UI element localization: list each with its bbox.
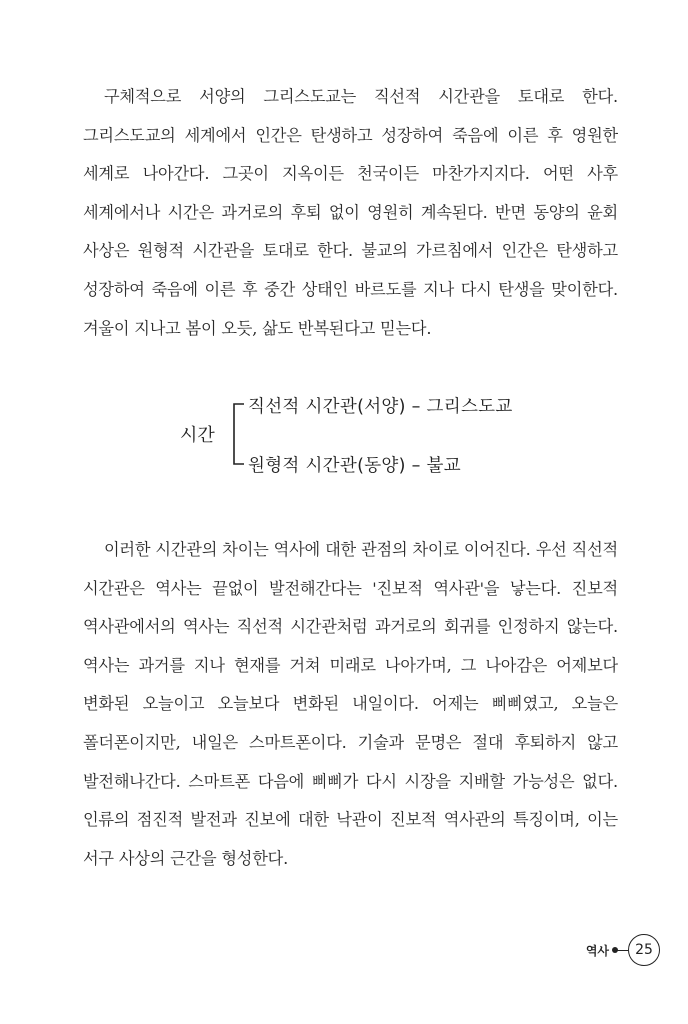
body-paragraph: 구체적으로 서양의 그리스도교는 직선적 시간관을 토대로 한다. 그리스도교의 세계에서 인간은 탄생하고 성장하여 죽음에 이른 후 영원한 세계로 나아간다. 그곳이 지옥이든 천국이든 마찬가지지다. 어떤 사후 세계에서나 시간은 과거로의 후퇴 없이 영원히 계속된다. 반면 동양의 윤회 사상은 원형적 시간관을 토대로 한다. 불교의 가르침에서 인간은 탄생하고 성장하여 죽음에 이른 후 중간 상태인 바르도를 지나 다시 탄생을 맞이한다. 겨울이 지나고 봄이 오듯, 삶도 반복된다고 믿는다. [83, 87, 618, 338]
diagram-root-label: 시간 [180, 425, 215, 446]
body-paragraph: 이러한 시간관의 차이는 역사에 대한 관점의 차이로 이어진다. 우선 직선적 시간관은 역사는 끝없이 발전해간다는 '진보적 역사관'을 낳는다. 진보적 역사관에서의 역사는 직선적 시간관처럼 과거로의 회귀를 인정하지 않는다. 역사는 과거를 지나 현재를 거쳐 미래로 나아가며, 그 나아감은 어제보다 변화된 오늘이고 오늘보다 변화된 내일이다. 어제는 삐삐였고, 오늘은 폴더폰이지만, 내일은 스마트폰이다. 기술과 문명은 절대 후퇴하지 않고 발전해나간다. 스마트폰 다음에 삐삐가 다시 시장을 지배할 가능성은 없다. 인류의 점진적 발전과 진보에 대한 낙관이 진보적 역사관의 특징이며, 이는 서구 사상의 근간을 형성한다. [83, 540, 618, 868]
time-view-diagram [180, 385, 540, 485]
page-number: 25 [628, 934, 660, 966]
page-footer [586, 932, 660, 968]
diagram-branch-linear: 직선적 시간관(서양) – 그리스도교 [248, 397, 513, 417]
connector-dot-icon [612, 945, 628, 955]
section-label: 역사 [585, 943, 609, 958]
diagram-branch-circular: 원형적 시간관(동양) – 불교 [248, 456, 461, 476]
